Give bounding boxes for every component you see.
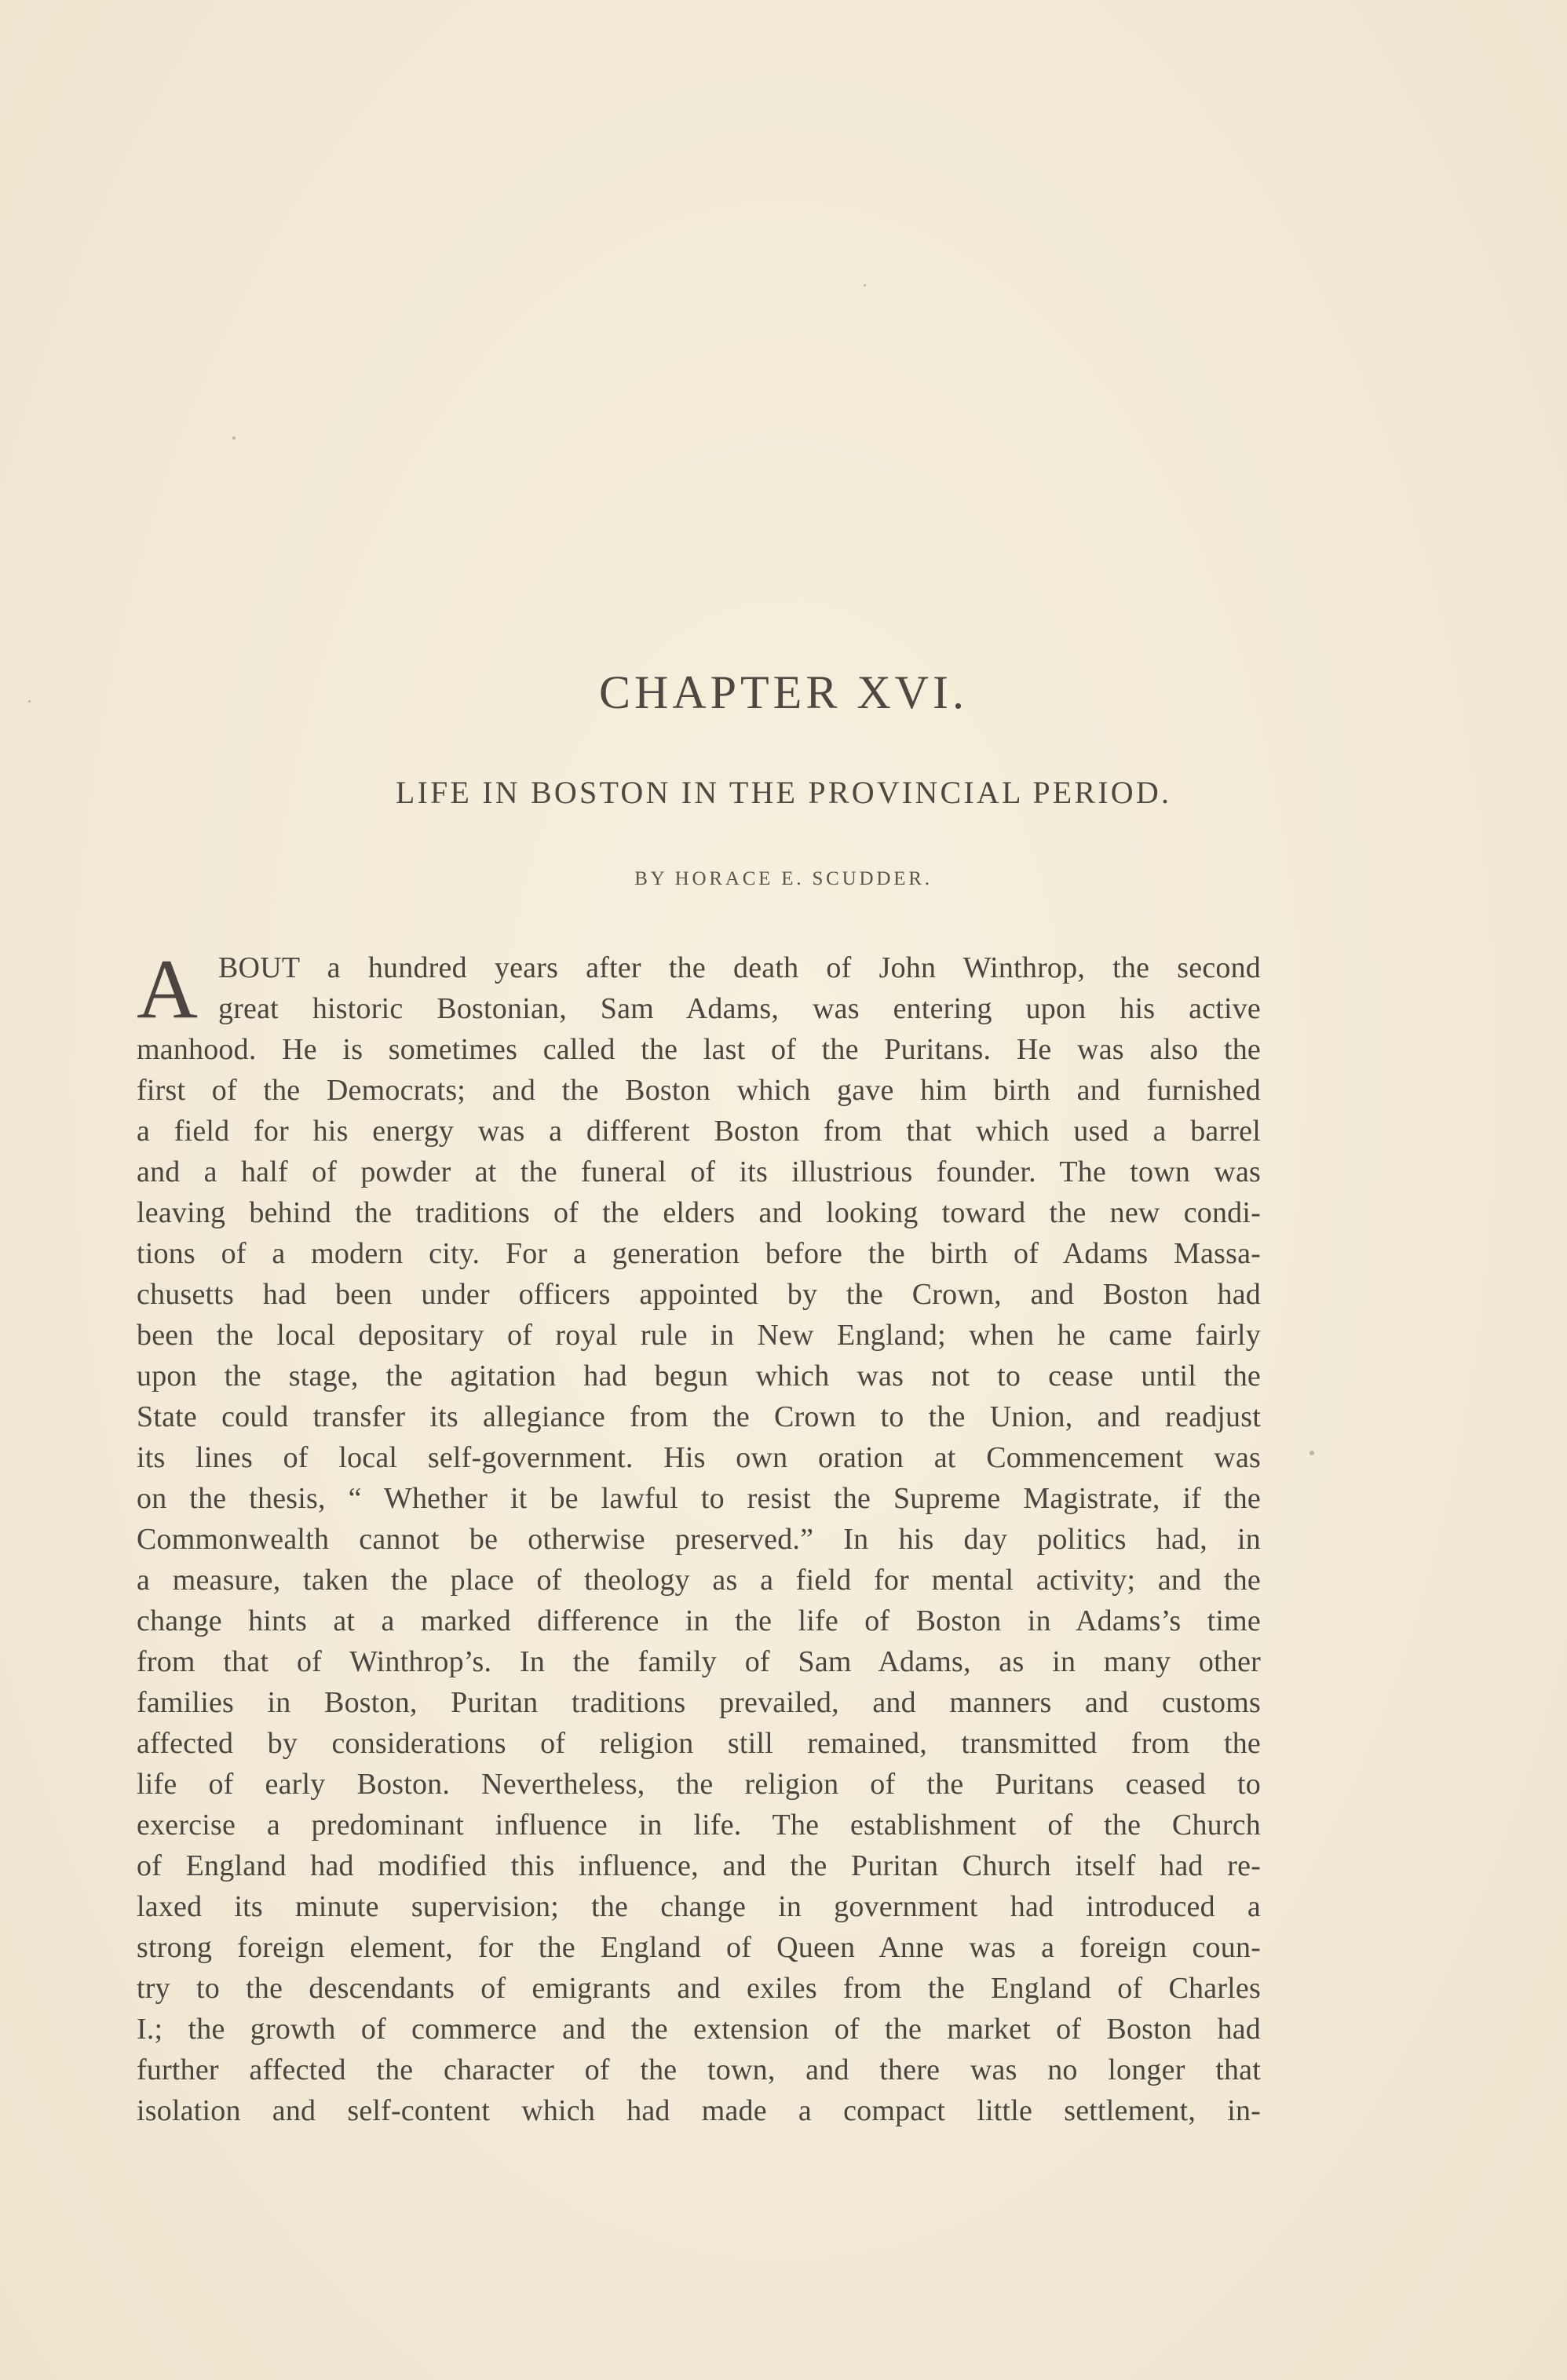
drop-cap: A <box>137 943 198 1036</box>
text-line: isolation and self-content which had made a compact little settlement, in- <box>137 2094 1261 2127</box>
paper-speck <box>232 436 236 440</box>
text-line: a field for his energy was a different Boston from that which used a barrel <box>137 1115 1261 1148</box>
text-line: been the local depositary of royal rule in New England; when he came fairly <box>137 1319 1261 1352</box>
text-line: tions of a modern city. For a generation before the birth of Adams Massa- <box>137 1237 1261 1270</box>
text-line: upon the stage, the agitation had begun which was not to cease until the <box>137 1360 1261 1393</box>
text-line: try to the descendants of emigrants and exiles from the England of Charles <box>137 1972 1261 2005</box>
chapter-heading: CHAPTER XVI. <box>598 666 968 718</box>
chapter-title: LIFE IN BOSTON IN THE PROVINCIAL PERIOD. <box>395 775 1172 810</box>
text-line: families in Boston, Puritan traditions prevailed, and manners and customs <box>137 1686 1261 1719</box>
text-line: affected by considerations of religion still remained, transmitted from the <box>137 1727 1261 1760</box>
text-line: great historic Bostonian, Sam Adams, was entering upon his active <box>218 992 1261 1025</box>
text-line: from that of Winthrop’s. In the family of Sam Adams, as in many other <box>137 1645 1261 1678</box>
text-line: exercise a predominant influence in life. The establishment of the Church <box>137 1809 1261 1842</box>
text-line: further affected the character of the town, and there was no longer that <box>137 2053 1261 2086</box>
text-line: State could transfer its allegiance from the Crown to the Union, and readjust <box>137 1400 1261 1433</box>
text-line: life of early Boston. Nevertheless, the religion of the Puritans ceased to <box>137 1768 1261 1801</box>
paper-speck <box>1309 1451 1314 1455</box>
text-line: and a half of powder at the funeral of its illustrious founder. The town was <box>137 1155 1261 1188</box>
text-line: change hints at a marked difference in the life of Boston in Adams’s time <box>137 1604 1261 1637</box>
text-line: on the thesis, “ Whether it be lawful to resist the Supreme Magistrate, if the <box>137 1482 1261 1515</box>
paper-speck <box>864 284 866 287</box>
text-line: Commonwealth cannot be otherwise preserved.” In his day politics had, in <box>137 1523 1261 1556</box>
text-line: of England had modified this influence, and the Puritan Church itself had re- <box>137 1849 1261 1882</box>
text-line: its lines of local self-government. His own oration at Commencement was <box>137 1441 1261 1474</box>
body-text <box>137 943 1261 2131</box>
text-line: laxed its minute supervision; the change in government had introduced a <box>137 1890 1261 1923</box>
text-line: a measure, taken the place of theology as a field for mental activity; and the <box>137 1564 1261 1597</box>
text-line: BOUT a hundred years after the death of John Winthrop, the second <box>218 951 1261 984</box>
text-line: leaving behind the traditions of the elders and looking toward the new condi- <box>137 1196 1261 1229</box>
text-line: manhood. He is sometimes called the last of the Puritans. He was also the <box>137 1033 1261 1066</box>
text-line: I.; the growth of commerce and the extension of the market of Boston had <box>137 2013 1261 2046</box>
author-byline: BY HORACE E. SCUDDER. <box>634 868 933 889</box>
text-line: strong foreign element, for the England of Queen Anne was a foreign coun- <box>137 1931 1261 1964</box>
text-line: chusetts had been under officers appointed by the Crown, and Boston had <box>137 1278 1261 1311</box>
text-line: first of the Democrats; and the Boston which gave him birth and furnished <box>137 1074 1261 1107</box>
